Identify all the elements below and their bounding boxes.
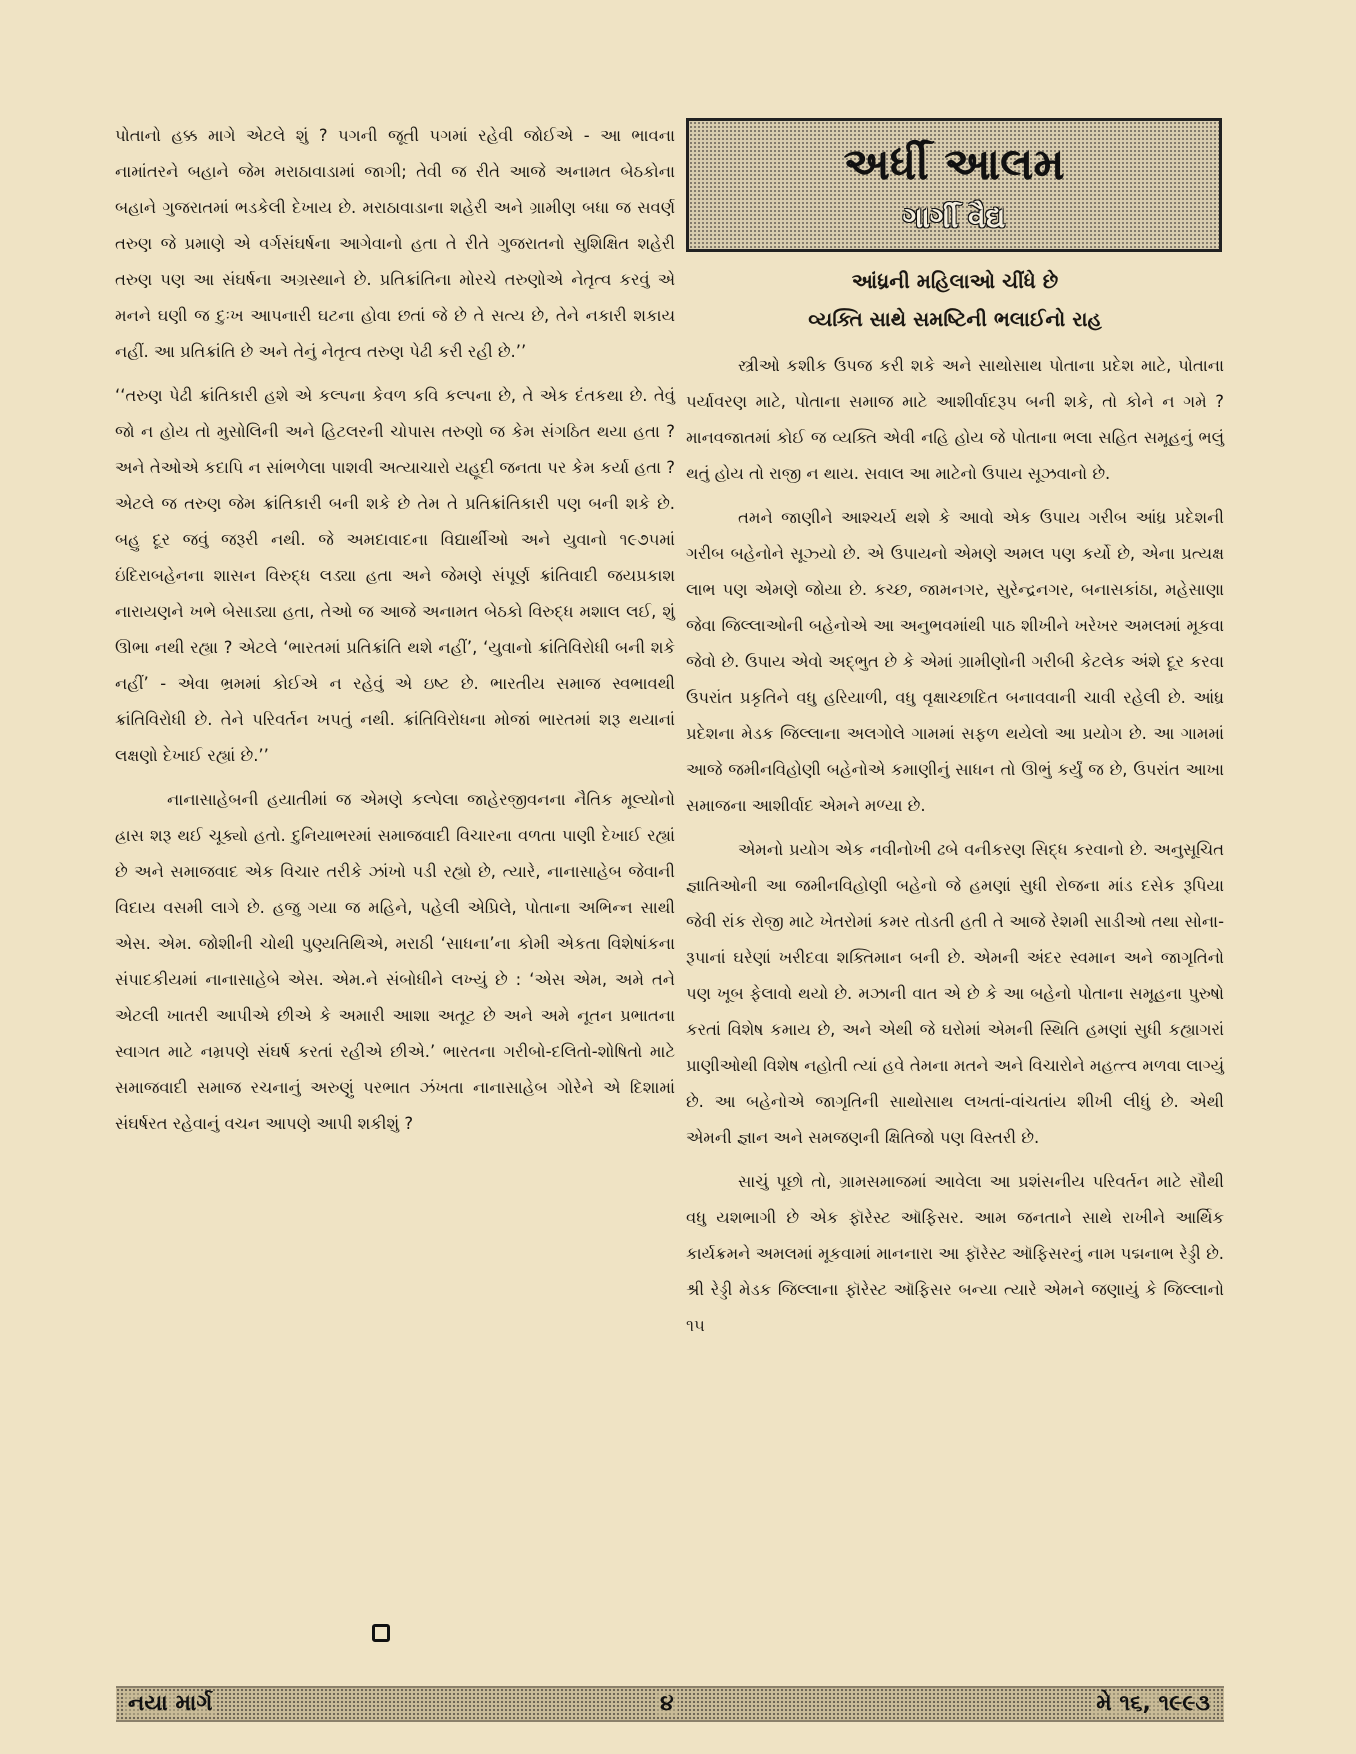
- left-paragraph-2: ‘‘તરુણ પેઢી ક્રાંતિકારી હશે એ કલ્પના કેવળ કવિ કલ્પના છે, તે એક દંતકથા છે. તેવું જો ન હોય તો મુસોલિની અને હિટલરની ચોપાસ તરુણો જ કેમ સંગઠિત થયા હતા ? અને તેઓએ કદાપિ ન સાંભળેલા પાશવી અત્યાચારો યહૂદી જનતા પર કેમ કર્યા હતા ? એટલે જ તરુણ જેમ ક્રાંતિકારી બની શકે છે તેમ તે પ્રતિક્રાંતિકારી પણ બની શકે છે. બહુ દૂર જવું જરૂરી નથી. જે અમદાવાદના વિદ્યાર્થીઓ અને યુવાનો ૧૯૭૫માં ઇંદિરાબહેનના શાસન વિરુદ્ધ લડ્યા હતા અને જેમણે સંપૂર્ણ ક્રાંતિવાદી જયપ્રકાશ નારાયણને ખભે બેસાડ્યા હતા, તેઓ જ આજે અનામત બેઠકો વિરુદ્ધ મશાલ લઈ, શું ઊભા નથી રહ્યા ? એટલે ‘ભારતમાં પ્રતિક્રાંતિ થશે નહીં’, ‘યુવાનો ક્રાંતિવિરોધી બની શકે નહીં’ - એવા ભ્રમમાં કોઈએ ન રહેવું એ ઇષ્ટ છે. ભારતીય સમાજ સ્વભાવથી ક્રાંતિવિરોધી છે. તેને પરિવર્તન ખપતું નથી. ક્રાંતિવિરોધના મોજાં ભારતમાં શરૂ થયાનાં લક્ષણો દેખાઈ રહ્યાં છે.’’: [115, 386, 675, 765]
- page-number: ૪: [656, 1691, 678, 1716]
- article-headline-line-2: વ્યક્તિ સાથે સમષ્ટિની ભલાઈનો રાહ: [808, 307, 1102, 331]
- article-paragraph-1: સ્ત્રીઓ કશીક ઉપજ કરી શકે અને સાથોસાથ પોતાના પ્રદેશ માટે, પોતાના પર્યાવરણ માટે, પોતાના સમાજ માટે આશીર્વાદરૂપ બની શકે, તો કોને ન ગમે ? માનવજાતમાં કોઈ જ વ્યક્તિ એવી નહિ હોય જે પોતાના ભલા સહિત સમૂહનું ભલું થતું હોય તો રાજી ન થાય. સવાલ આ માટેનો ઉપાય સૂઝવાનો છે.: [686, 356, 1224, 483]
- page-footer: [116, 1686, 1224, 1722]
- column-title: અર્ધી આલમ: [843, 139, 1065, 190]
- publication-name: નયા માર્ગ: [124, 1691, 216, 1716]
- right-column: [686, 118, 1224, 1344]
- column-header-box: [686, 118, 1222, 252]
- article-paragraph-2: તમને જાણીને આશ્ચર્ય થશે કે આવો એક ઉપાય ગરીબ આંધ્ર પ્રદેશની ગરીબ બહેનોને સૂઝ્યો છે. એ ઉપાયનો એમણે અમલ પણ કર્યો છે, એના પ્રત્યક્ષ લાભ પણ એમણે જોયા છે. કચ્છ, જામનગર, સુરેન્દ્રનગર, બનાસકાંઠા, મહેસાણા જેવા જિલ્લાઓની બહેનોએ આ અનુભવમાંથી પાઠ શીખીને ખરેખર અમલમાં મૂકવા જેવો છે. ઉપાય એવો અદ્ભુત છે કે એમાં ગ્રામીણોની ગરીબી કેટલેક અંશે દૂર કરવા ઉપરાંત પ્રકૃતિને વધુ હરિયાળી, વધુ વૃક્ષાચ્છાદિત બનાવવાની ચાવી રહેલી છે. આંધ્ર પ્રદેશના મેડક જિલ્લાના અલગોલે ગામમાં સફળ થયેલો આ પ્રયોગ છે. આ ગામમાં આજે જમીનવિહોણી બહેનોએ કમાણીનું સાધન તો ઊભું કર્યું જ છે, ઉપરાંત આખા સમાજના આશીર્વાદ એમને મળ્યા છે.: [686, 508, 1224, 815]
- left-column: [115, 118, 675, 1142]
- article-paragraph-4: સાચું પૂછો તો, ગ્રામસમાજમાં આવેલા આ પ્રશંસનીય પરિવર્તન માટે સૌથી વધુ યશભાગી છે એક ફૉરેસ્ટ ઑફિસર. આમ જનતાને સાથે રાખીને આર્થિક કાર્યક્રમને અમલમાં મૂકવામાં માનનારા આ ફૉરેસ્ટ ઑફિસરનું નામ પદ્મનાભ રેડ્ડી છે. શ્રી રેડ્ડી મેડક જિલ્લાના ફૉરેસ્ટ ઑફિસર બન્યા ત્યારે એમને જણાયું કે જિલ્લાનો ૧૫: [686, 1172, 1224, 1335]
- end-of-article-mark: [372, 1624, 390, 1642]
- left-paragraph-1: પોતાનો હક્ક માગે એટલે શું ? પગની જૂતી પગમાં રહેવી જોઈએ - આ ભાવના નામાંતરને બહાને જેમ મરાઠાવાડામાં જાગી; તેવી જ રીતે આજે અનામત બેઠકોના બહાને ગુજરાતમાં ભડકેલી દેખાય છે. મરાઠાવાડાના શહેરી અને ગ્રામીણ બધા જ સવર્ણ તરુણ જે પ્રમાણે એ વર્ગસંઘર્ષના આગેવાનો હતા તે રીતે ગુજરાતનો સુશિક્ષિત શહેરી તરુણ પણ આ સંઘર્ષના અગ્રસ્થાને છે. પ્રતિક્રાંતિના મોરચે તરુણોએ નેતૃત્વ કરવું એ મનને ઘણી જ દુઃખ આપનારી ઘટના હોવા છતાં જે છે તે સત્ય છે, તેને નકારી શકાય નહીં. આ પ્રતિક્રાંતિ છે અને તેનું નેતૃત્વ તરુણ પેઢી કરી રહી છે.’’: [115, 126, 675, 361]
- issue-date: મે ૧૬, ૧૯૯૩: [1092, 1691, 1214, 1716]
- column-author: ગાર્ગી વૈદ્ય: [902, 201, 1006, 234]
- article-headline-line-1: આંધ્રની મહિલાઓ ચીંધે છે: [851, 269, 1059, 293]
- article-paragraph-3: એમનો પ્રયોગ એક નવીનોખી ઢબે વનીકરણ સિદ્ધ કરવાનો છે. અનુસૂચિત જ્ઞાતિઓની આ જમીનવિહોણી બહેનો જે હમણાં સુધી રોજના માંડ દસેક રૂપિયા જેવી રાંક રોજી માટે ખેતરોમાં કમર તોડતી હતી તે આજે રેશમી સાડીઓ તથા સોના-રૂપાનાં ઘરેણાં ખરીદવા શક્તિમાન બની છે. એમની અંદર સ્વમાન અને જાગૃતિનો પણ ખૂબ ફેલાવો થયો છે. મઝાની વાત એ છે કે આ બહેનો પોતાના સમૂહના પુરુષો કરતાં વિશેષ કમાય છે, અને એથી જે ઘરોમાં એમની સ્થિતિ હમણાં સુધી કહ્યાગરાં પ્રાણીઓથી વિશેષ નહોતી ત્યાં હવે તેમના મતને અને વિચારોને મહત્ત્વ મળવા લાગ્યું છે. આ બહેનોએ જાગૃતિની સાથોસાથ લખતાં-વાંચતાંય શીખી લીધું છે. એથી એમની જ્ઞાન અને સમજણની ક્ષિતિજો પણ વિસ્તરી છે.: [686, 840, 1224, 1147]
- left-paragraph-3: નાનાસાહેબની હયાતીમાં જ એમણે કલ્પેલા જાહેરજીવનના નૈતિક મૂલ્યોનો હ્રાસ શરૂ થઈ ચૂક્યો હતો. દુનિયાભરમાં સમાજવાદી વિચારના વળતા પાણી દેખાઈ રહ્યાં છે અને સમાજવાદ એક વિચાર તરીકે ઝાંખો પડી રહ્યો છે, ત્યારે, નાનાસાહેબ જેવાની વિદાય વસમી લાગે છે. હજુ ગયા જ મહિને, પહેલી એપ્રિલે, પોતાના અભિન્ન સાથી એસ. એમ. જોશીની ચોથી પુણ્યતિથિએ, મરાઠી ‘સાધના’ના કોમી એકતા વિશેષાંકના સંપાદકીયમાં નાનાસાહેબે એસ. એમ.ને સંબોધીને લખ્યું છે : ‘એસ એમ, અમે તને એટલી ખાતરી આપીએ છીએ કે અમારી આશા અતૂટ છે અને અમે નૂતન પ્રભાતના સ્વાગત માટે નમ્રપણે સંઘર્ષ કરતાં રહીએ છીએ.’ ભારતના ગરીબો-દલિતો-શોષિતો માટે સમાજવાદી સમાજ રચનાનું અરુણું પરભાત ઝંખતા નાનાસાહેબ ગોરેને એ દિશામાં સંઘર્ષરત રહેવાનું વચન આપણે આપી શકીશું ?: [115, 790, 675, 1133]
